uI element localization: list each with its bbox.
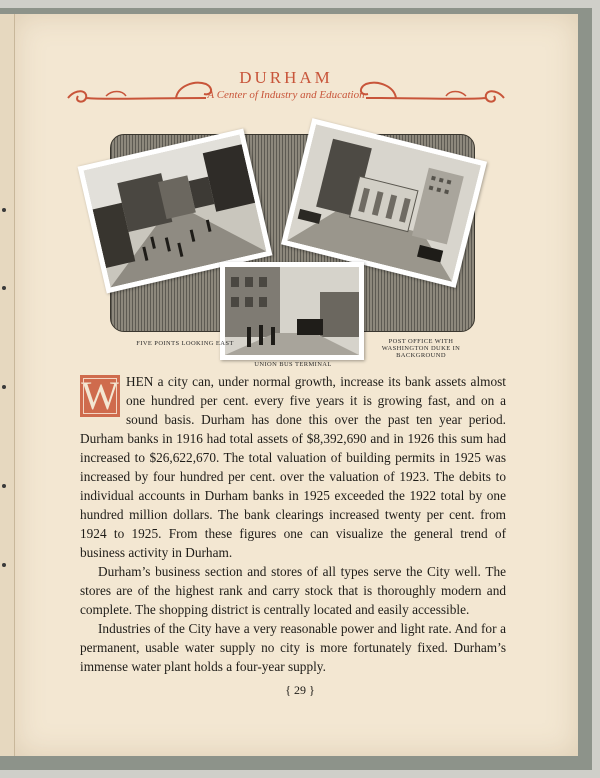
staple-hole bbox=[2, 286, 6, 290]
caption-five-points: FIVE POINTS LOOKING EAST bbox=[136, 340, 234, 347]
staple-hole bbox=[2, 563, 6, 567]
staple-hole bbox=[2, 385, 6, 389]
paragraph-3: Industries of the City have a very reasonable power and light rate. And for a permanent, usable water supply no city is more fortunately fixed. Durham’s immense water plant holds a four-year supply. bbox=[80, 621, 506, 674]
paragraph-1 bbox=[80, 372, 506, 562]
drop-cap: W bbox=[81, 373, 119, 418]
page-title: DURHAM bbox=[239, 68, 333, 87]
page-number: { 29 } bbox=[285, 683, 315, 697]
staple-hole bbox=[2, 208, 6, 212]
page-subtitle: A Center of Industry and Education bbox=[207, 89, 365, 101]
article-body bbox=[80, 372, 506, 676]
staple-hole bbox=[2, 484, 6, 488]
caption-post-office: POST OFFICE WITH WASHINGTON DUKE IN BACKGROUND bbox=[381, 338, 461, 359]
paragraph-2: Durham’s business section and stores of all types serve the City well. The stores are of the highest rank and carry stock that is thoroughly modern and complete. The shopping district is centrally located and easily accessible. bbox=[80, 564, 506, 617]
page-header bbox=[66, 62, 506, 112]
paragraph-1-text: HEN a city can, under normal growth, increase its bank assets almost one hundred per cent. every five years it is growing fast, and on a sound basis. Durham has done this over the past ten year period. Durham banks in 1916 had total assets of $8,392,690 and in 1926 this sum had increased to $26,622,670. The total valuation of building permits in 1925 was increased by four hundred per cent. over the valuation of 1923. The debits to individual accounts in Durham banks in 1925 exceeded the 1922 total by one hundred million dollars. The bank clearings increased twenty per cent. from 1924 to 1925. From these figures one can visualize the general trend of business activity in Durham. bbox=[80, 374, 506, 560]
caption-bus-terminal: UNION BUS TERMINAL bbox=[254, 361, 332, 368]
photo-collage bbox=[80, 116, 504, 371]
